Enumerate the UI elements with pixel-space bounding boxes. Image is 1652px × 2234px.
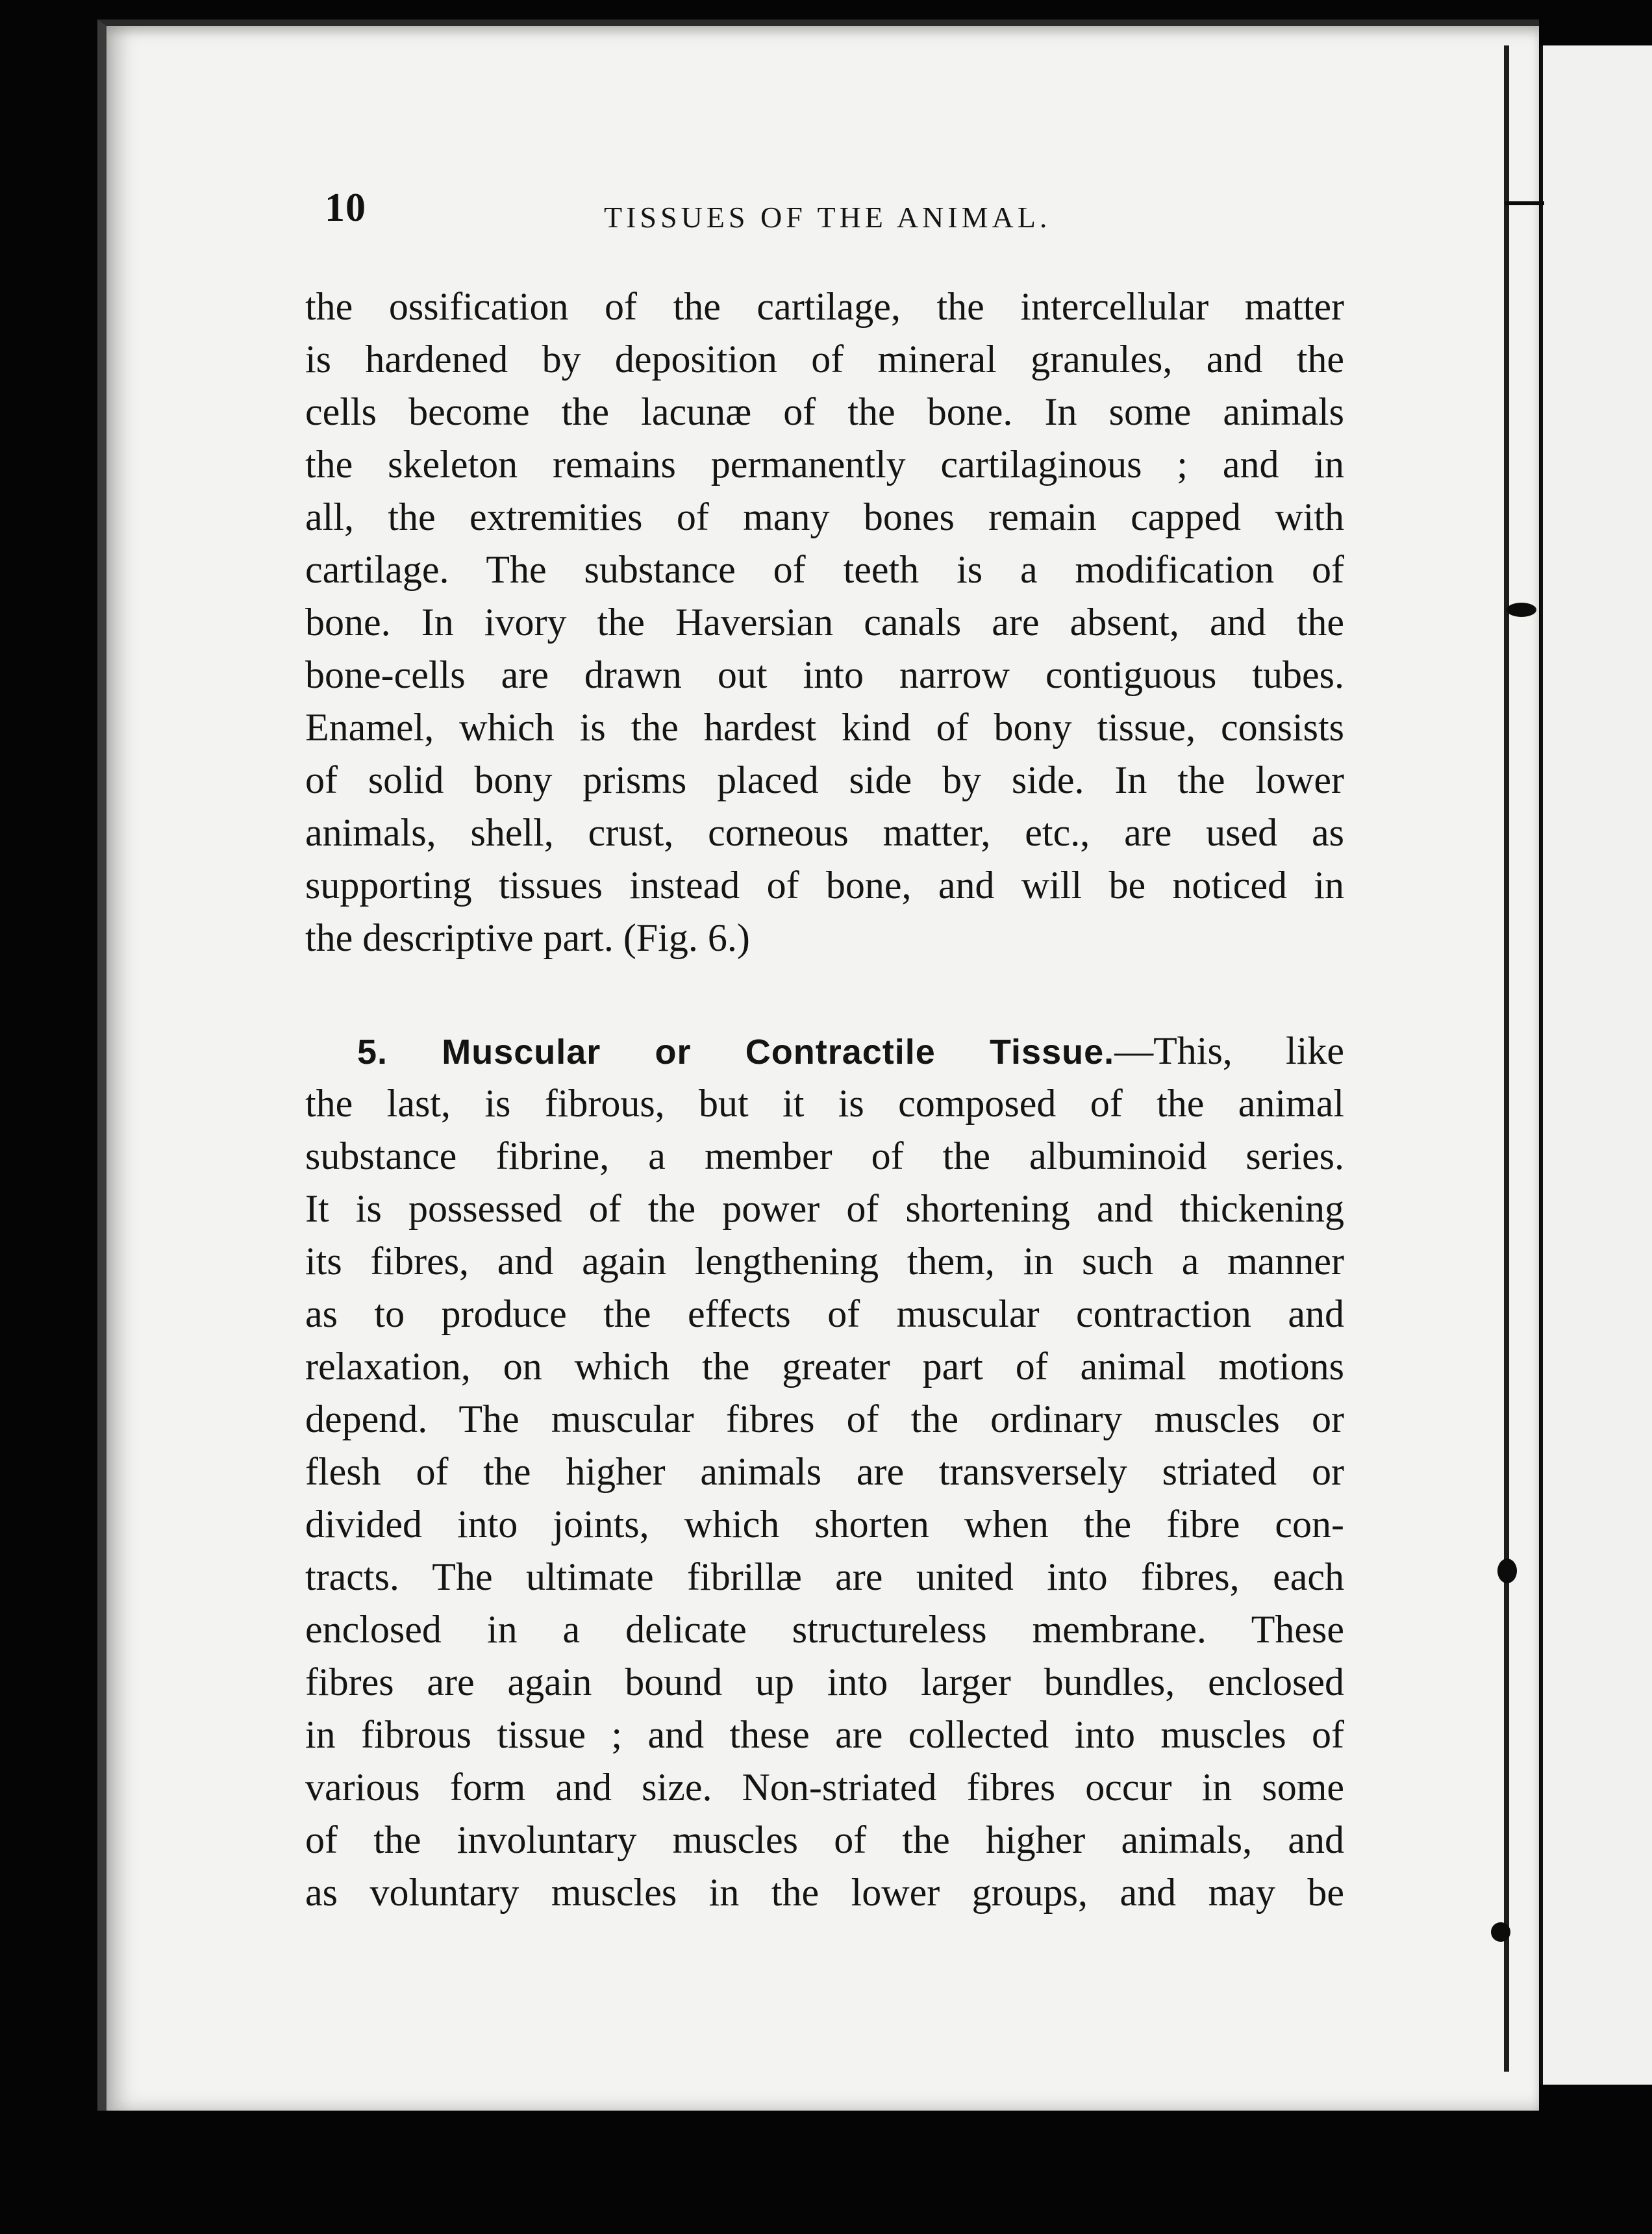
text-line: as to produce the effects of muscular contraction and [305,1292,1344,1335]
text-line: tracts. The ultimate fibrillæ are united into fibres, each [305,1555,1344,1598]
section-heading-line [305,1025,1344,1077]
paragraph-ossification [305,281,1344,964]
text-line: fibres are again bound up into larger bundles, enclosed [305,1661,1344,1703]
text-line: the last, is fibrous, but it is composed of the animal [305,1082,1344,1125]
text-line: It is possessed of the power of shortening and thickening [305,1187,1344,1230]
text-line: Enamel, which is the hardest kind of bony tissue, consists [305,706,1344,749]
text-line: cells become the lacunæ of the bone. In some animals [305,390,1344,433]
text-line: of solid bony prisms placed side by side. In the lower [305,759,1344,801]
text-line: cartilage. The substance of teeth is a modification of [305,548,1344,591]
text-line: as voluntary muscles in the lower groups, and may be [305,1871,1344,1914]
text-line: all, the extremities of many bones remain capped with [305,496,1344,538]
text-line: of the involuntary muscles of the higher animals, and [305,1818,1344,1861]
paragraph-muscular-tissue [305,1025,1344,1919]
binding-stitch-mark [1497,1559,1517,1583]
text-line: the skeleton remains permanently cartilaginous ; and in [305,443,1344,486]
text-line: enclosed in a delicate structureless membrane. These [305,1608,1344,1651]
text-line: divided into joints, which shorten when the fibre con- [305,1503,1344,1546]
text-line: depend. The muscular fibres of the ordinary muscles or [305,1398,1344,1440]
section-heading: 5. Muscular or Contractile Tissue. [357,1033,1115,1072]
binding-thread-mark [1505,201,1544,205]
text-line: substance fibrine, a member of the albuminoid series. [305,1135,1344,1177]
running-title: TISSUES OF THE ANIMAL. [604,201,1051,234]
text-line: animals, shell, crust, corneous matter, etc., are used as [305,811,1344,854]
binding-stitch-mark [1507,603,1536,617]
text-line: supporting tissues instead of bone, and will be noticed in [305,864,1344,907]
text-line: the ossification of the cartilage, the intercellular matter [305,285,1344,328]
text-line: the descriptive part. (Fig. 6.) [305,916,750,959]
heading-line-rest: —This, like [1114,1029,1344,1072]
text-line: its fibres, and again lengthening them, in such a manner [305,1240,1344,1283]
text-line: bone. In ivory the Haversian canals are absent, and the [305,601,1344,644]
facing-page-edge [1540,45,1652,2085]
text-line: flesh of the higher animals are transversely striated or [305,1450,1344,1493]
binding-stitch-mark [1491,1922,1510,1942]
text-line: is hardened by deposition of mineral granules, and the [305,338,1344,381]
page-gutter [1504,45,1509,2072]
text-line: in fibrous tissue ; and these are collected into muscles of [305,1713,1344,1756]
text-line: various form and size. Non-striated fibres occur in some [305,1766,1344,1809]
text-line: relaxation, on which the greater part of animal motions [305,1345,1344,1388]
text-line: bone-cells are drawn out into narrow contiguous tubes. [305,653,1344,696]
page-number: 10 [325,186,366,230]
